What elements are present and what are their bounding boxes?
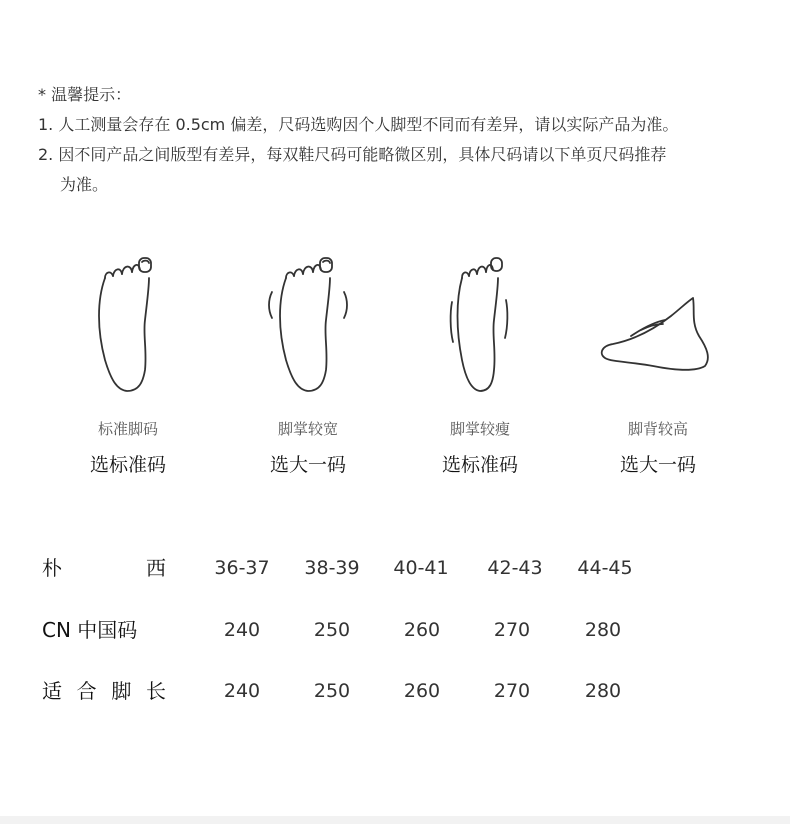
wide-foot-icon	[258, 250, 358, 400]
foot-size-advice: 选标准码	[89, 454, 166, 476]
size-cell: 40-41	[393, 557, 449, 579]
foot-size-advice: 选大一码	[269, 454, 346, 476]
size-cell: 270	[493, 680, 531, 702]
row-label-char: 适	[42, 679, 62, 703]
size-cell: 240	[223, 619, 261, 641]
size-row-foot-length	[0, 671, 790, 711]
note-line-2-continued: 为准。	[60, 175, 109, 194]
foot-type-guide	[0, 250, 790, 490]
size-cell: 36-37	[214, 557, 270, 579]
narrow-foot-icon	[430, 250, 530, 400]
size-cell: 240	[223, 680, 261, 702]
size-cell: 250	[313, 619, 351, 641]
high-instep-foot-icon	[583, 250, 733, 400]
size-cell: 270	[493, 619, 531, 641]
notes-heading: * 温馨提示：	[38, 85, 132, 104]
note-line-1: 1. 人工测量会存在 0.5cm 偏差，尺码选购因个人脚型不同而有差异，请以实际产品为准。	[38, 115, 679, 134]
standard-foot-icon	[83, 250, 173, 400]
foot-type-label: 脚掌较瘦	[449, 420, 510, 438]
row-label-char: 长	[145, 679, 166, 703]
foot-size-advice: 选大一码	[619, 454, 696, 476]
size-row-cn	[0, 610, 790, 650]
row-label: CN 中国码	[42, 618, 138, 642]
size-cell: 38-39	[304, 557, 360, 579]
foot-type-label: 标准脚码	[97, 420, 158, 438]
row-label-char: 西	[146, 556, 166, 580]
foot-guide-wide	[218, 250, 398, 476]
foot-guide-narrow	[390, 250, 570, 476]
size-cell: 280	[584, 680, 622, 702]
row-label	[42, 671, 166, 711]
size-cell: 260	[403, 619, 441, 641]
foot-guide-high-instep	[568, 250, 748, 476]
foot-type-label: 脚背较高	[627, 420, 688, 438]
size-row-eu	[0, 548, 790, 588]
note-line-2: 2. 因不同产品之间版型有差异，每双鞋尺码可能略微区别，具体尺码请以下单页尺码推荐	[38, 145, 667, 164]
size-notes	[38, 80, 778, 200]
size-cell: 280	[584, 619, 622, 641]
row-label-char: 朴	[42, 556, 62, 580]
row-label	[42, 548, 166, 588]
bottom-divider	[0, 816, 790, 824]
size-cell: 250	[313, 680, 351, 702]
row-label-char: 合	[76, 679, 97, 703]
size-cell: 260	[403, 680, 441, 702]
foot-guide-standard	[38, 250, 218, 476]
row-label-char: 脚	[111, 679, 132, 703]
size-cell: 42-43	[487, 557, 543, 579]
foot-size-advice: 选标准码	[441, 454, 518, 476]
foot-type-label: 脚掌较宽	[277, 420, 338, 438]
size-cell: 44-45	[577, 557, 633, 579]
